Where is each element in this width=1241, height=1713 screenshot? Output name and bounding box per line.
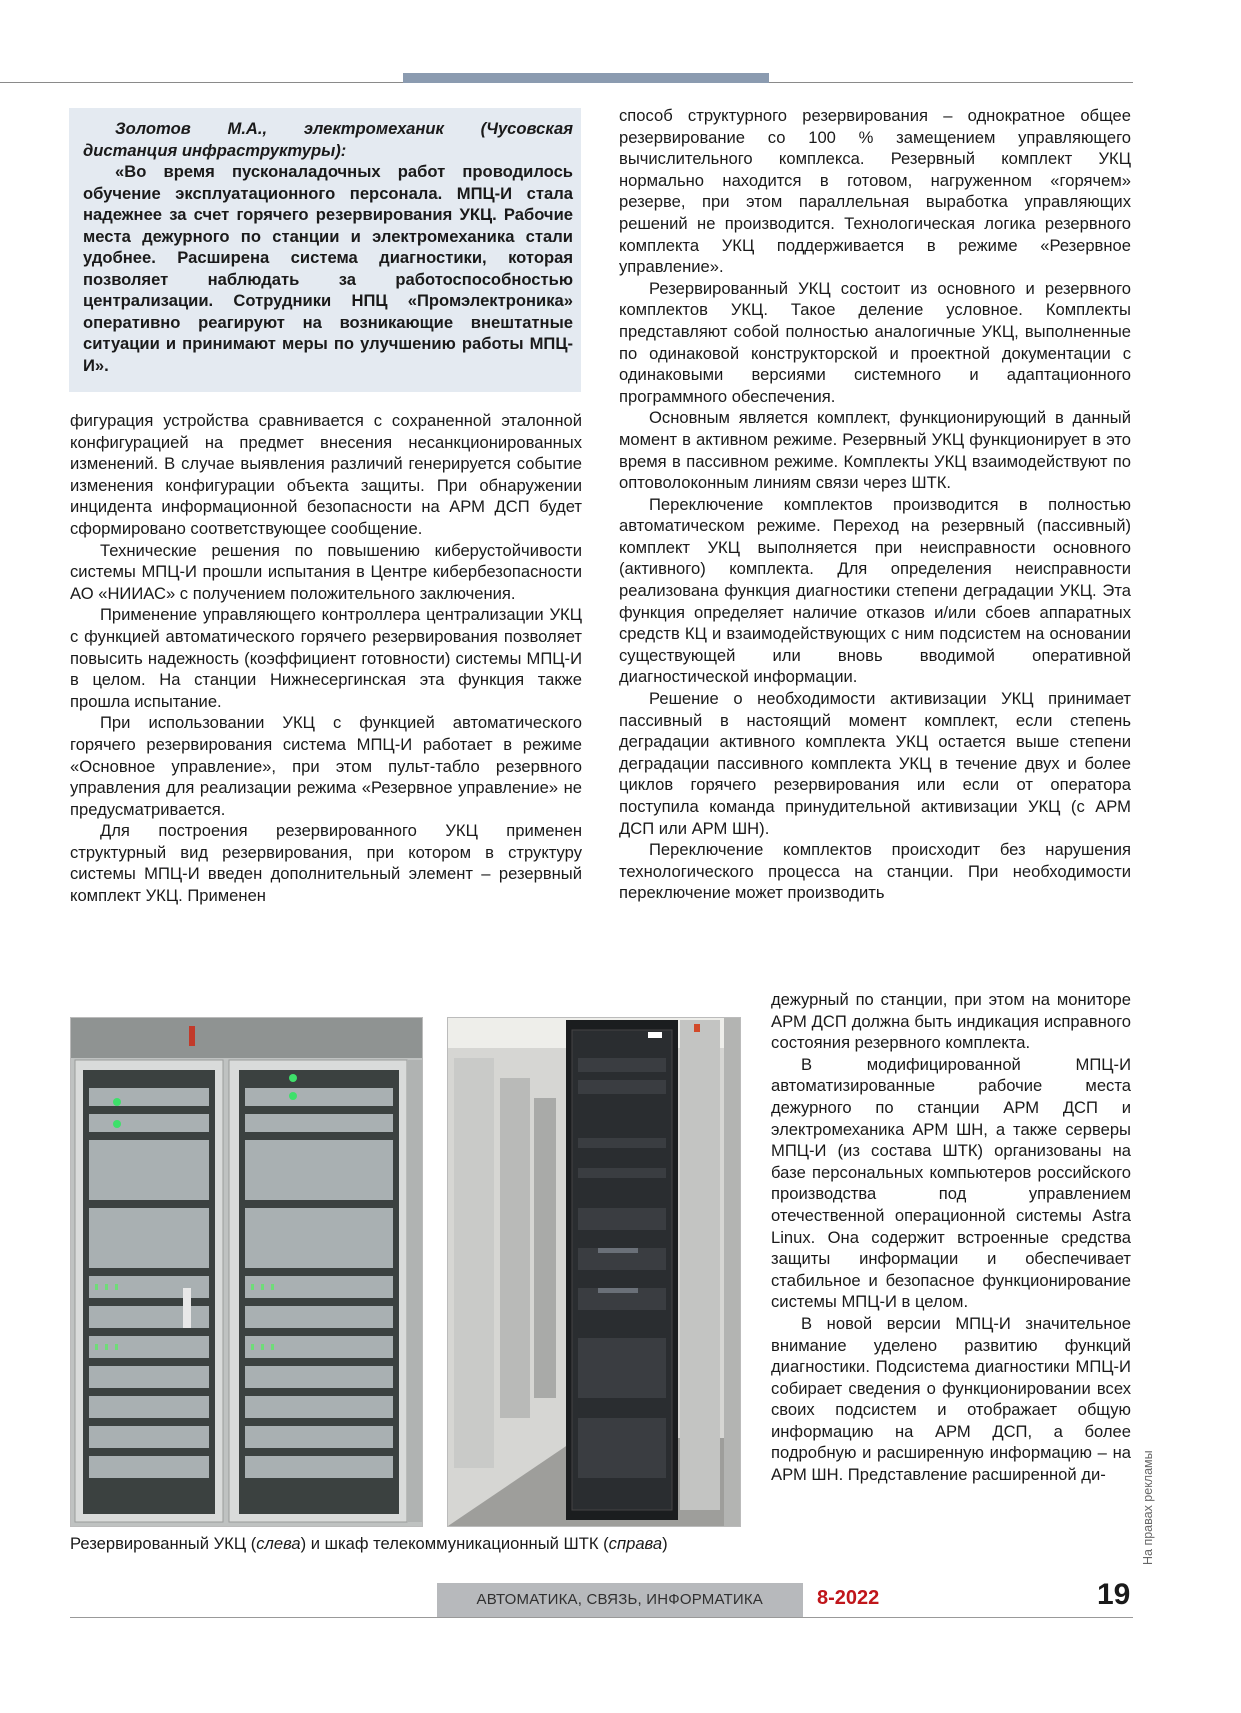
paragraph: дежурный по станции, при этом на мониторе АРМ ДСП должна быть индикация исправного состояния резервного комплекта.: [771, 990, 1131, 1053]
right-column-continued: [771, 989, 1131, 1486]
paragraph: Резервированный УКЦ состоит из основного и резервного комплектов УКЦ. Такое деление условное. Комплекты представляют собой полностью аналогичные УКЦ, выполненные по одинаковой конструкторской и проектной документации с одинаковыми версиями системного и адаптационного программного обеспечения.: [619, 278, 1131, 406]
page-number: 19: [1097, 1578, 1131, 1611]
header-accent-bar: [403, 73, 769, 83]
journal-title: АВТОМАТИКА, СВЯЗЬ, ИНФОРМАТИКА: [476, 1591, 763, 1608]
paragraph: способ структурного резервирования – однократное общее резервирование со 100 % замещением управляющего вычислительного комплекса. Резервный комплект УКЦ нормально находится в готовом, нагруженном «горячем» резерве, при этом параллельная выработка управляющих решений не производится. Технологическая логика резервного комплекта УКЦ поддерживается в режиме «Резервное управление».: [619, 106, 1131, 277]
quote-text: «Во время пусконаладочных работ проводилось обучение эксплуатационного персонала. МПЦ-И стала надежнее за счет горячего резервирования УКЦ. Рабочие места дежурного по станции и электромеханика стали удобнее. Расширена система диагностики, которая позволяет наблюдать за работоспособностью централизации. Сотрудники НПЦ «Промэлектроника» оперативно реагируют на возникающие внештатные ситуации и принимают меры по улучшению работы МПЦ-И».: [83, 162, 573, 375]
paragraph: фигурация устройства сравнивается с сохраненной эталонной конфигурацией на предмет внесения несанкционированных изменений. В случае выявления различий генерируется событие изменения конфигурации объекта защиты. При обнаружении инцидента информационной безопасности на АРМ ДСП будет сформировано соответствующее сообщение.: [70, 411, 582, 538]
paragraph: Технические решения по повышению киберустойчивости системы МПЦ-И прошли испытания в Центре кибербезопасности АО «НИИАС» с получением положительного заключения.: [70, 540, 582, 603]
telecom-cabinet-illustration: [448, 1018, 740, 1526]
paragraph: Решение о необходимости активизации УКЦ принимает пассивный в настоящий момент комплект, если степень деградации активного комплекта УКЦ остается выше степени деградации пассивного комплекта УКЦ в течение двух и более циклов горячего резервирования или если от оператора поступила команда принудительной активизации УКЦ (с АРМ ДСП или АРМ ШН).: [619, 689, 1131, 838]
caption-left: слева: [256, 1534, 301, 1553]
paragraph: Переключение комплектов происходит без нарушения технологического процесса на станции. При необходимости переключение может производить: [619, 840, 1131, 903]
footer-rule: [70, 1617, 1133, 1618]
issue-number: 8-2022: [817, 1587, 880, 1609]
paragraph: Применение управляющего контроллера централизации УКЦ с функцией автоматического горячего резервирования позволяет повысить надежность (коэффициент готовности) системы МПЦ-И в целом. На станции Нижнесергинская эта функция также прошла испытание.: [70, 605, 582, 711]
caption-text-2: ) и шкаф телекоммуникационный ШТК (: [300, 1534, 609, 1553]
caption-text-1: Резервированный УКЦ (: [70, 1534, 257, 1553]
photo-telecom-cabinet-shtk: [447, 1017, 741, 1527]
photo-redundant-ukc-cabinets: [70, 1017, 423, 1527]
left-column: [70, 410, 582, 907]
figure-caption: [70, 1534, 750, 1554]
quote-author: Золотов М.А., электромеханик (Чусовская дистанция инфраструктуры):: [83, 119, 573, 160]
caption-right: справа: [608, 1534, 663, 1553]
paragraph: Основным является комплект, функционирующий в данный момент в активном режиме. Резервный УКЦ функционирует в это время в пассивном режиме. Комплекты УКЦ взаимодействуют по оптоволоконным линиям связи через ШТК.: [619, 408, 1131, 493]
paragraph: В модифицированной МПЦ-И автоматизированные рабочие места дежурного по станции АРМ ДСП и электромеханика АРМ ШН, а также серверы МПЦ-И (из состава ШТК) организованы на базе персональных компьютеров российского производства под управлением отечественной операционной системы Astra Linux. Она содержит встроенные средства защиты информации и обеспечивает стабильное и безопасное функционирование системы МПЦ-И в целом.: [771, 1054, 1131, 1312]
testimonial-quote-box: [69, 108, 581, 392]
paragraph: Переключение комплектов производится в полностью автоматическом режиме. Переход на резервный (пассивный) комплект УКЦ выполняется при неисправности основного (активного) комплекта. Для определения неисправности реализована функция диагностики степени деградации УКЦ. Эта функция определяет наличие отказов и/или сбоев аппаратных средств КЦ и взаимодействующих с ним подсистем на основании существующей или вновь вводимой оперативной диагностической информации.: [619, 494, 1131, 687]
right-column: [619, 105, 1131, 904]
cabinet-illustration: [71, 1018, 422, 1526]
paragraph: Для построения резервированного УКЦ применен структурный вид резервирования, при котором в структуру системы МПЦ-И введен дополнительный элемент – резервный комплект УКЦ. Применен: [70, 821, 582, 906]
paragraph: При использовании УКЦ с функцией автоматического горячего резервирования система МПЦ-И работает в режиме «Основное управление», при этом пульт-табло резервного управления для реализации режима «Резервное управление» не предусматривается.: [70, 713, 582, 819]
caption-text-3: ): [662, 1534, 668, 1553]
paragraph: В новой версии МПЦ-И значительное внимание уделено развитию функций диагностики. Подсистема диагностики МПЦ-И собирает сведения о функционировании всех своих подсистем и отображает общую информацию на АРМ ДСП, а более подробную и расширенную информацию – на АРМ ШН. Представление расширенной ди-: [771, 1313, 1131, 1485]
